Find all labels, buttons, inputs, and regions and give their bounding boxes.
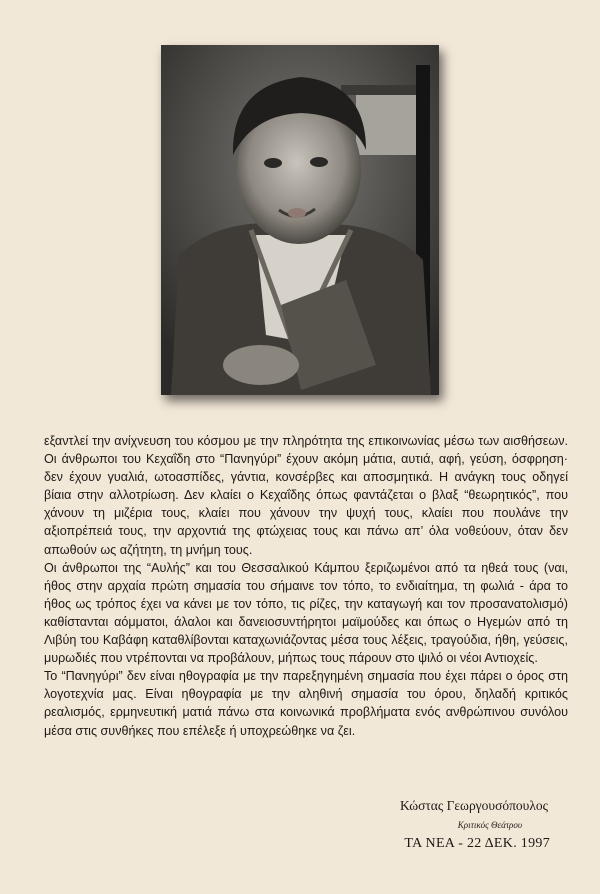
author-name: Κώστας Γεωργουσόπουλος	[399, 798, 548, 813]
publication-source: ΤΑ ΝΕΑ - 22 ΔΕΚ. 1997	[404, 836, 550, 851]
author-role: Κριτικός Θεάτρου	[457, 820, 522, 830]
portrait-photo	[161, 45, 439, 395]
paragraph-2: Οι άνθρωποι της “Αυλής” και του Θεσσαλικού Κάμπου ξεριζωμένοι από τα ηθεά τους (ναι, ήθος στην αρχαία πρώτη σημασία του σήμαινε τον τόπο, το ενδιαίτημα, τη φωλιά - άρα το ήθος ως τρόπος έχει να κάνει με τον τόπο, τις ρίζες, την καταγωγή και τον προσανατολισμό) καθίστανται αόμματοι, άλαλοι και δανειοσυντήρητοι μαϊμούδες και όπως ο Ηγεμών από τη Λιβύη του Καβάφη καταθλίβονται καταχωνιάζοντας μέσα τους λέξεις, τραγούδια, ήθη, γεύσεις, μυρωδιές που ντρέπονται να προβάλουν, μήπως τους πάρουν στο ψιλό οι νέοι Αντιοχείς.	[44, 560, 568, 666]
article-body	[44, 432, 568, 740]
paragraph-1: εξαντλεί την ανίχνευση του κόσμου με την πληρότητα της επικοινωνίας μέσω των αισθήσεων. Οι άνθρωποι του Κεχαΐδη στο “Πανηγύρι” έχουν ακόμη μάτια, αυτιά, αφή, γεύση, όσφρηση· δεν έχουν γυαλιά, ωτοασπίδες, γάντια, κονσέρβες και αποσμητικά. Η ανάγκη τους οδηγεί βίαια στην αλλοτρίωση. Δεν κλαίει ο Κεχαΐδης όπως φαντάζεται ο βλαξ “θεωρητικός”, που χάνουν τη μιζέρια τους, κλαίει που χάνουν την ψυχή τους, κλαίει που πουλάνε την αξιοπρέπειά τους, την αρχοντιά της φτώχειας τους και πάνω απ’ όλα νοθεύουν, όταν δεν απωθούν ως αζήτητη, τη μνήμη τους.	[44, 434, 568, 557]
boy-portrait-icon	[161, 45, 439, 395]
paragraph-3: Το “Πανηγύρι” δεν είναι ηθογραφία με την παρεξηγημένη σημασία που έχει πάρει ο όρος στη λογοτεχνία μας. Είναι ηθογραφία με την αληθινή σημασία του όρου, δηλαδή κριτικός ρεαλισμός, ερμηνευτική ματιά πάνω στα κοινωνικά προβλήματα ενός ανθρώπινου συνόλου μέσα στις συνθήκες που επέλεξε ή υποχρεώθηκε να ζει.	[44, 669, 568, 738]
signature-block	[400, 798, 550, 852]
